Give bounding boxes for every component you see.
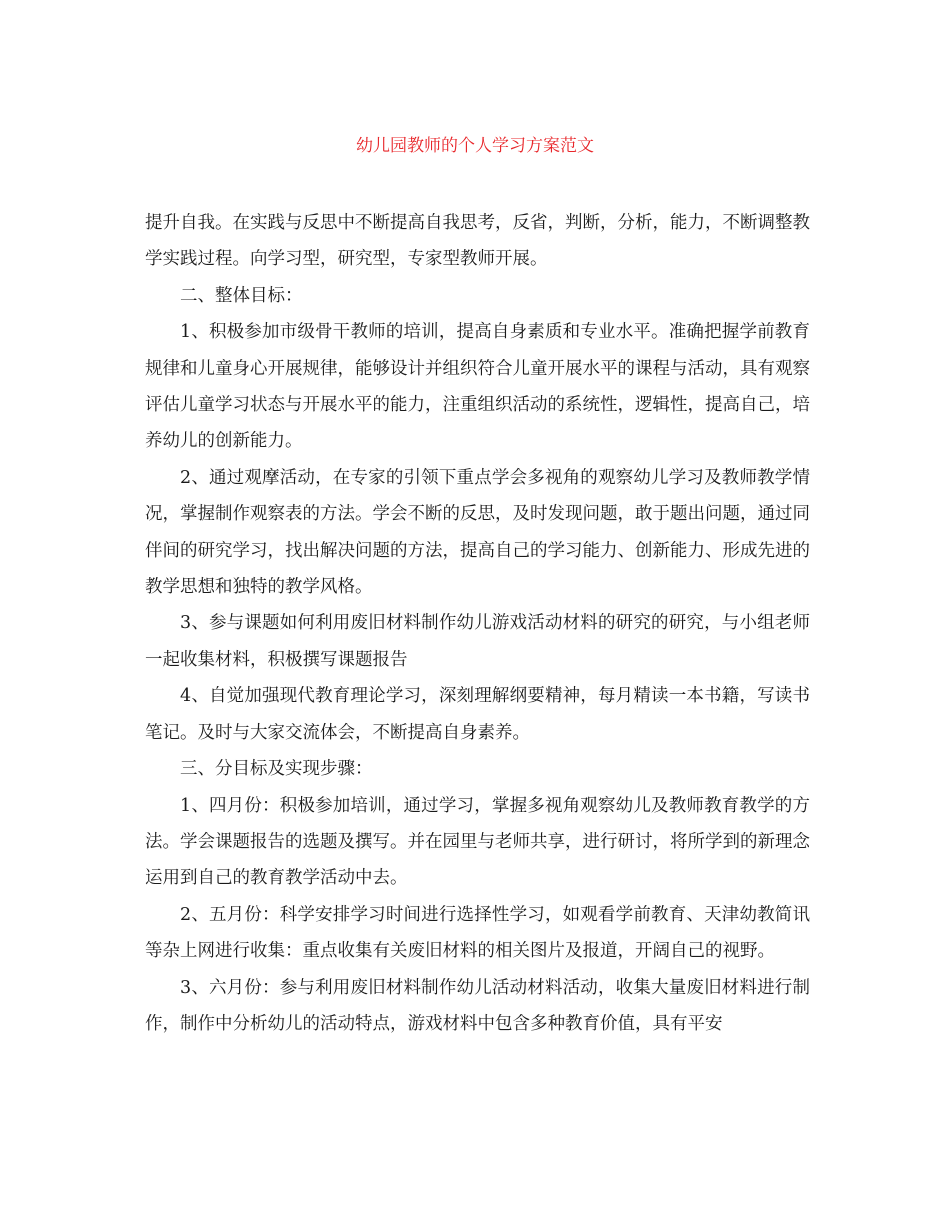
goal-item-4: 4、自觉加强现代教育理论学习，深刻理解纲要精神，每月精读一本书籍，写读书笔记。及时与大家交流体会，不断提高自身素养。 — [145, 686, 810, 743]
document-title: 幼儿园教师的个人学习方案范文 — [356, 136, 594, 156]
section-heading-sub-goals: 三、分目标及实现步骤： — [180, 759, 373, 780]
step-item-june: 3、六月份：参与利用废旧材料制作幼儿活动材料活动，收集大量废旧材料进行制作，制作中分析幼儿的活动特点，游戏材料中包含多种教育价值，具有平安 — [145, 977, 810, 1034]
goal-item-2: 2、通过观摩活动，在专家的引领下重点学会多视角的观察幼儿学习及教师教学情况，掌握制作观察表的方法。学会不断的反思，及时发现问题，敢于题出问题，通过同伴间的研究学习，找出解决问题的方法，提高自己的学习能力、创新能力、形成先进的教学思想和独特的教学风格。 — [145, 467, 810, 598]
step-item-april: 1、四月份：积极参加培训，通过学习，掌握多视角观察幼儿及教师教育教学的方法。学会课题报告的选题及撰写。并在园里与老师共享，进行研讨，将所学到的新理念运用到自己的教育教学活动中去。 — [145, 795, 810, 889]
goal-item-3: 3、参与课题如何利用废旧材料制作幼儿游戏活动材料的研究的研究，与小组老师一起收集材料，积极撰写课题报告 — [145, 613, 810, 670]
section-heading-overall-goals: 二、整体目标： — [180, 285, 303, 306]
step-item-may: 2、五月份：科学安排学习时间进行选择性学习，如观看学前教育、天津幼教简讯等杂上网进行收集：重点收集有关废旧材料的相关图片及报道，开阔自己的视野。 — [145, 904, 810, 962]
goal-item-1: 1、积极参加市级骨干教师的培训，提高自身素质和专业水平。准确把握学前教育规律和儿童身心开展规律，能够设计并组织符合儿童开展水平的课程与活动，具有观察评估儿童学习状态与开展水平的能力，注重组织活动的系统性，逻辑性，提高自己，培养幼儿的创新能力。 — [145, 322, 810, 452]
document-body — [145, 205, 810, 1042]
paragraph-intro-continuation: 提升自我。在实践与反思中不断提高自我思考，反省，判断，分析，能力，不断调整教学实践过程。向学习型，研究型，专家型教师开展。 — [145, 213, 810, 270]
